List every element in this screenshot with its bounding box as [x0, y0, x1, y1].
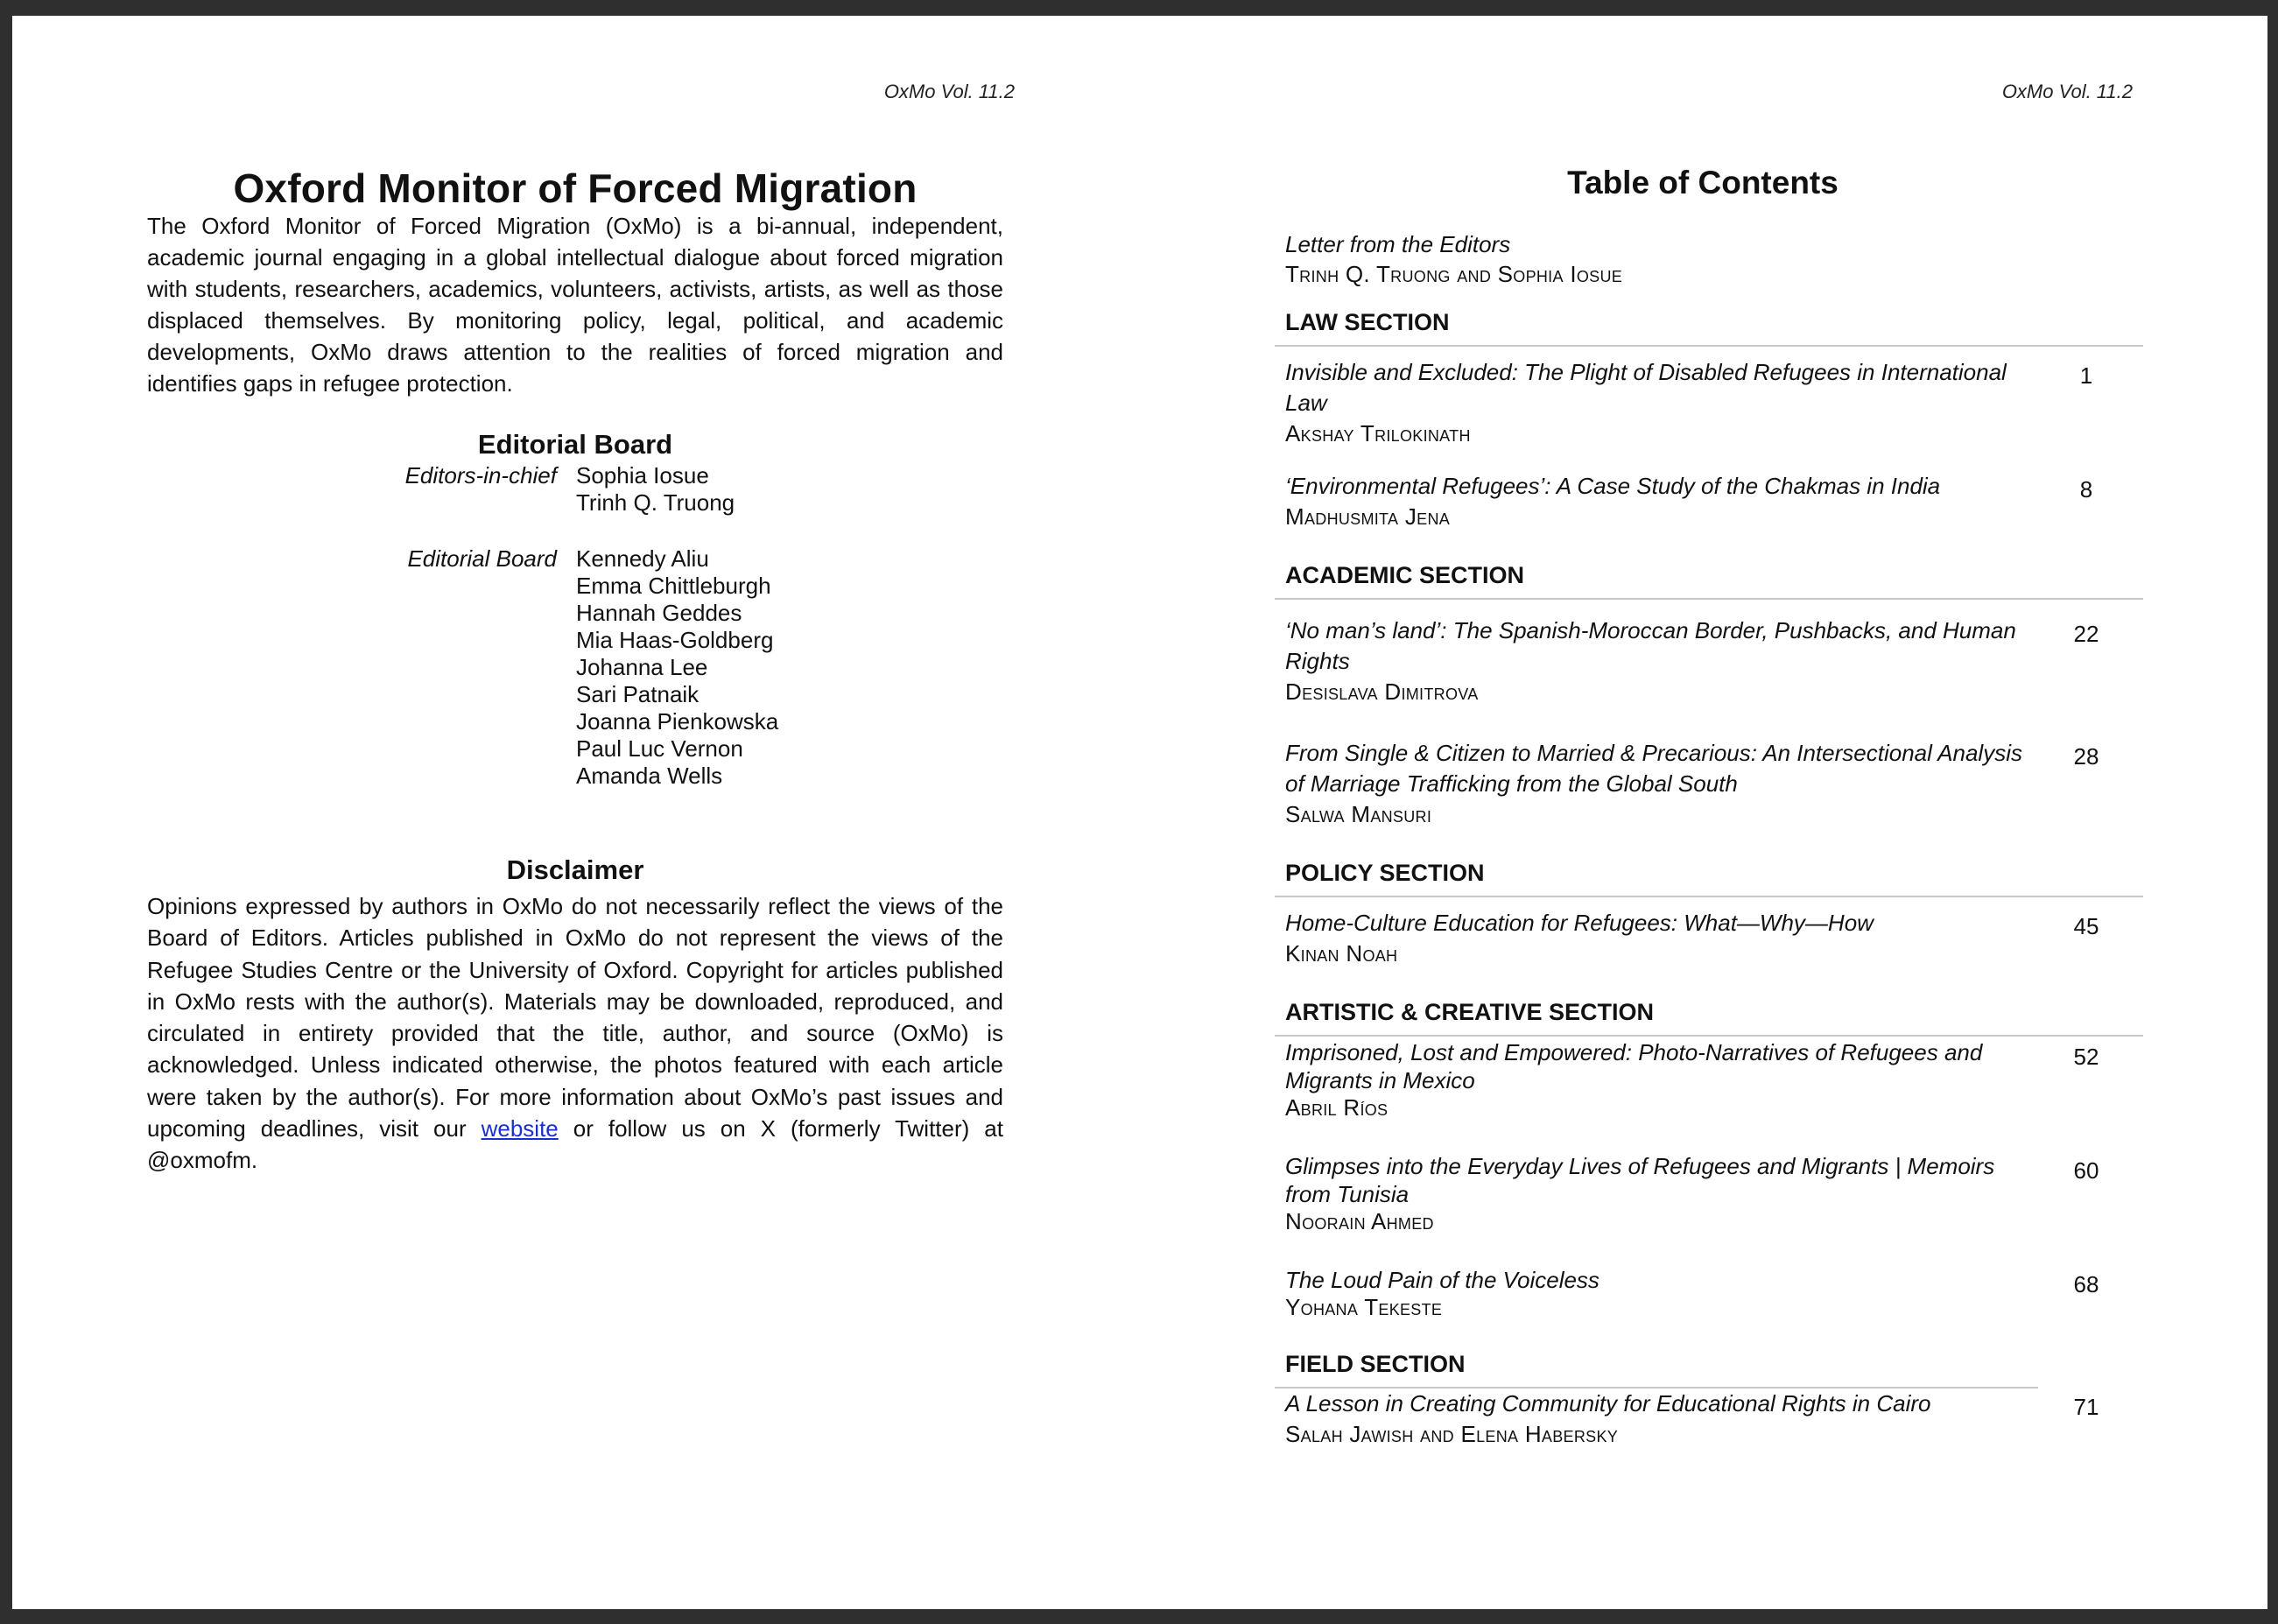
toc-entry[interactable] — [1275, 1388, 2143, 1449]
toc-entry-title: The Loud Pain of the Voiceless — [1285, 1267, 1600, 1293]
toc-section-heading: ARTISTIC & CREATIVE SECTION — [1275, 1000, 2143, 1037]
right-page — [1140, 16, 2267, 1609]
toc-entry-page: 52 — [2073, 1044, 2099, 1070]
toc-section-heading: FIELD SECTION — [1275, 1352, 2038, 1388]
toc-entry-title: Invisible and Excluded: The Plight of Disabled Refugees in International Law — [1285, 359, 2007, 416]
editors-in-chief-list — [576, 462, 1003, 517]
toc-entry[interactable] — [1275, 1266, 2143, 1320]
toc-entry-page: 22 — [2073, 621, 2099, 647]
editor-name: Sophia Iosue — [576, 462, 709, 489]
toc-entry[interactable] — [1275, 357, 2143, 448]
board-member-name: Hannah Geddes — [576, 600, 742, 626]
toc-entry-title: ‘Environmental Refugees’: A Case Study of the Chakmas in India — [1285, 473, 1941, 499]
board-member-name: Sari Patnaik — [576, 681, 700, 707]
toc-entry-title: A Lesson in Creating Community for Educational Rights in Cairo — [1285, 1390, 1931, 1417]
editorial-board-label: Editorial Board — [407, 545, 557, 572]
toc-entry[interactable] — [1275, 1152, 2143, 1234]
toc-entry-page: 60 — [2073, 1157, 2099, 1184]
toc-entry-page: 8 — [2079, 476, 2093, 503]
toc-entry-author: Yohana Tekeste — [1285, 1294, 1443, 1320]
toc-entry-title: Letter from the Editors — [1285, 231, 1511, 257]
toc-entry-author: Akshay Trilokinath — [1285, 420, 1471, 446]
toc-entry[interactable] — [1275, 908, 2143, 968]
board-member-name: Mia Haas-Goldberg — [576, 627, 774, 653]
editorial-board-heading: Editorial Board — [477, 429, 673, 460]
journal-title: Oxford Monitor of Forced Migration — [233, 165, 918, 211]
toc-entry-title: From Single & Citizen to Married & Precarious: An Intersectional Analysis of Marriage Trafficking from the Global South — [1285, 740, 2022, 797]
toc-entry-page: 71 — [2073, 1394, 2099, 1420]
disclaimer-text: Opinions expressed by authors in OxMo do not necessarily reflect the views of the Board of Editors. Articles published in OxMo do not represent the views of the Refugee Studies Centre or the University of Oxford. Copyright for articles published in OxMo rests with the author(s). Materials may be downloaded, reproduced, and circulated in entirety provided that the title, author, and source (OxMo) is acknowledged. Unless indicated otherwise, the photos featured with each article were taken by the author(s). For more information about OxMo’s past issues and upcoming deadlines, visit our website or follow us on X (formerly Twitter) at @oxmofm. — [147, 893, 1003, 1174]
toc-entry-author: Noorain Ahmed — [1285, 1208, 1434, 1234]
editorial-board-list — [576, 545, 1003, 790]
toc-entry-title: Home-Culture Education for Refugees: What—Why—How — [1285, 910, 1874, 936]
toc-entry-author: Kinan Noah — [1285, 940, 1398, 967]
toc-entry-author: Salah Jawish and Elena Habersky — [1285, 1421, 1619, 1447]
document-spread — [12, 16, 2267, 1609]
board-member-name: Emma Chittleburgh — [576, 573, 771, 599]
board-member-name: Paul Luc Vernon — [576, 735, 743, 762]
toc-entry-page: 28 — [2073, 743, 2099, 770]
toc-entry-author: Salwa Mansuri — [1285, 801, 1432, 827]
toc-entry-author: Madhusmita Jena — [1285, 503, 1451, 530]
toc-section-heading: POLICY SECTION — [1275, 861, 2143, 897]
board-member-name: Kennedy Aliu — [576, 545, 709, 572]
board-member-name: Joanna Pienkowska — [576, 708, 779, 735]
toc-entry-title: Glimpses into the Everyday Lives of Refugees and Migrants | Memoirs from Tunisia — [1285, 1153, 1995, 1207]
journal-description: The Oxford Monitor of Forced Migration (OxMo) is a bi-annual, independent, academic journal engaging in a global intellectual dialogue about forced migration with students, researchers, academics, volunteers, activists, artists, as well as those displaced themselves. By monitoring policy, legal, political, and academic developments, OxMo draws attention to the realities of forced migration and identifies gaps in refugee protection. — [147, 213, 1003, 397]
editor-name: Trinh Q. Truong — [576, 489, 735, 516]
editors-in-chief-group — [147, 462, 1003, 517]
editorial-board-group — [147, 545, 1003, 790]
left-page — [12, 16, 1140, 1609]
toc-title: Table of Contents — [1567, 165, 1839, 200]
disclaimer-heading: Disclaimer — [506, 854, 644, 885]
toc-entry[interactable] — [1275, 615, 2143, 707]
table-of-contents — [1275, 229, 2143, 1449]
toc-front-matter[interactable] — [1275, 229, 2143, 289]
toc-entry-page: 1 — [2079, 362, 2093, 389]
board-member-name: Johanna Lee — [576, 654, 708, 680]
toc-section-heading: ACADEMIC SECTION — [1275, 563, 2143, 600]
toc-entry-page: 68 — [2073, 1271, 2099, 1297]
website-link[interactable]: website — [481, 1115, 559, 1142]
toc-entry-title: Imprisoned, Lost and Empowered: Photo-Narratives of Refugees and Migrants in Mexico — [1285, 1039, 1983, 1093]
toc-entry-author: Trinh Q. Truong and Sophia Iosue — [1285, 261, 1623, 287]
toc-entry-author: Desislava Dimitrova — [1285, 678, 1479, 705]
running-head-right: OxMo Vol. 11.2 — [2001, 81, 2133, 102]
toc-section-heading: LAW SECTION — [1275, 310, 2143, 347]
toc-entry[interactable] — [1275, 1038, 2143, 1121]
toc-entry-author: Abril Ríos — [1285, 1094, 1389, 1121]
board-member-name: Amanda Wells — [576, 763, 723, 789]
toc-entry-page: 45 — [2073, 913, 2099, 939]
running-head-left: OxMo Vol. 11.2 — [883, 81, 1015, 102]
toc-entry-title: ‘No man’s land’: The Spanish-Moroccan Border, Pushbacks, and Human Rights — [1285, 617, 2016, 674]
editors-in-chief-label: Editors-in-chief — [404, 462, 557, 489]
toc-entry[interactable] — [1275, 471, 2143, 531]
toc-entry[interactable] — [1275, 738, 2143, 829]
